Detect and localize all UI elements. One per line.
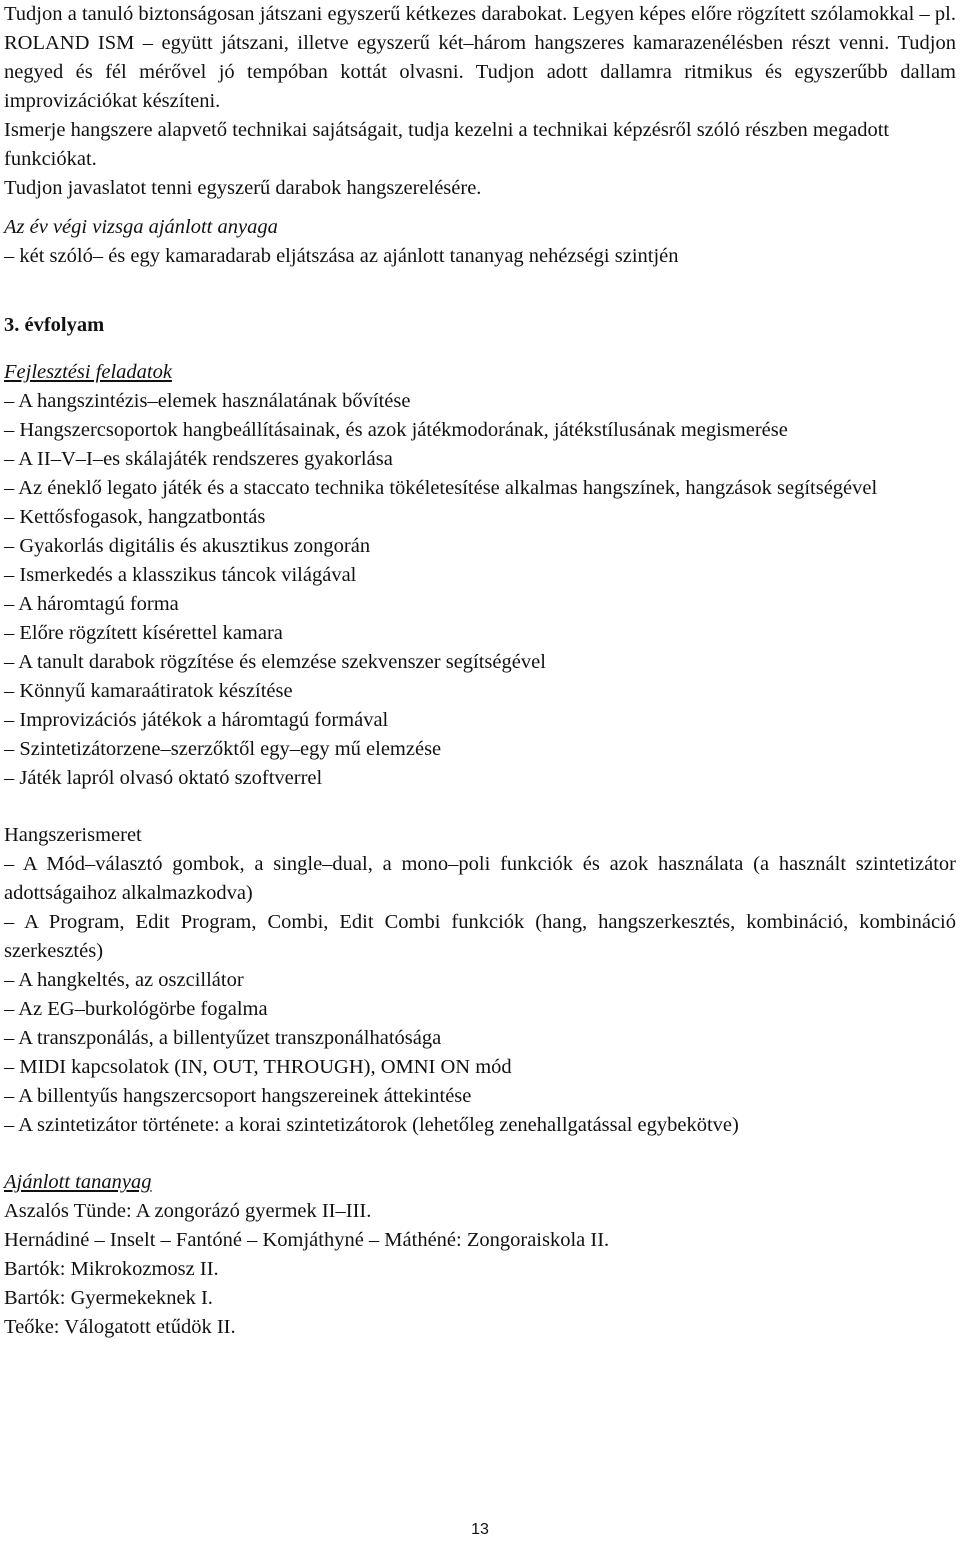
list-item: – MIDI kapcsolatok (IN, OUT, THROUGH), OMNI ON mód [4,1056,512,1078]
list-item: Bartók: Gyermekeknek I. [4,1287,213,1309]
list-item: Aszalós Tünde: A zongorázó gyermek II–III. [4,1200,372,1222]
list-item: – A háromtagú forma [4,593,179,615]
page-number: 13 [471,1521,489,1538]
grade-title: 3. évfolyam [4,314,105,336]
tasks-heading: Fejlesztési feladatok [4,361,172,383]
list-item: – A Mód–választó gombok, a single–dual, a mono–poli funkciók és azok használata (a használt szintetizátor adottságaihoz alkalmazkodva) [4,853,956,904]
list-item: – Játék lapról olvasó oktató szoftverrel [4,767,323,789]
knowledge-list [4,850,956,1140]
knowledge-heading: Hangszerismeret [4,824,142,846]
list-item: – Gyakorlás digitális és akusztikus zongorán [4,535,371,557]
list-item: – Kettősfogasok, hangzatbontás [4,506,266,528]
list-item: – A tanult darabok rögzítése és elemzése szekvenszer segítségével [4,651,546,673]
list-item: – Hangszercsoportok hangbeállításainak, és azok játékmodorának, játékstílusának megismerése [4,419,788,441]
intro-paragraph-3: Tudjon javaslatot tenni egyszerű darabok hangszerelésére. [4,177,482,199]
list-item: – A hangszintézis–elemek használatának bővítése [4,390,411,412]
intro-paragraph-2: Ismerje hangszere alapvető technikai sajátságait, tudja kezelni a technikai képzésről szóló részben megadott funkciókat. [4,119,890,170]
list-item: – Szintetizátorzene–szerzőktől egy–egy mű elemzése [4,738,442,760]
list-item: – Könnyű kamaraátiratok készítése [4,680,293,702]
list-item: – A hangkeltés, az oszcillátor [4,969,244,991]
list-item: Hernádiné – Inselt – Fantóné – Komjáthyné – Máthéné: Zongoraiskola II. [4,1229,610,1251]
intro-paragraph-1: Tudjon a tanuló biztonságosan játszani egyszerű kétkezes darabokat. Legyen képes előre rögzített szólamokkal – pl. ROLAND ISM – együtt játszani, illetve egyszerű két–három hangszeres kamarazenélésben részt venni. Tudjon negyed és fél mérővel jó tempóban kottát olvasni. Tudjon adott dallamra ritmikus és egyszerűbb dallam improvizációkat készíteni. [4,3,956,112]
tasks-list [4,387,956,793]
list-item: Bartók: Mikrokozmosz II. [4,1258,219,1280]
list-item: – Ismerkedés a klasszikus táncok világával [4,564,357,586]
list-item: Teőke: Válogatott etűdök II. [4,1316,236,1338]
list-item: – Az éneklő legato játék és a staccato technika tökéletesítése alkalmas hangszínek, hangzások segítségével [4,477,878,499]
list-item: – A transzponálás, a billentyűzet transzponálhatósága [4,1027,442,1049]
materials-list [4,1197,956,1342]
list-item: – A szintetizátor története: a korai szintetizátorok (lehetőleg zenehallgatással egybekötve) [4,1114,739,1136]
materials-heading: Ajánlott tananyag [4,1171,152,1193]
list-item: – Előre rögzített kísérettel kamara [4,622,283,644]
exam-item: – két szóló– és egy kamaradarab eljátszása az ajánlott tananyag nehézségi szintjén [4,245,679,267]
list-item: – Improvizációs játékok a háromtagú formával [4,709,389,731]
list-item: – A billentyűs hangszercsoport hangszereinek áttekintése [4,1085,472,1107]
document-page [4,0,956,1342]
list-item: – A Program, Edit Program, Combi, Edit Combi funkciók (hang, hangszerkesztés, kombináció, kombináció szerkesztés) [4,911,956,962]
list-item: – Az EG–burkológörbe fogalma [4,998,268,1020]
list-item: – A II–V–I–es skálajáték rendszeres gyakorlása [4,448,393,470]
exam-heading: Az év végi vizsga ajánlott anyaga [4,216,278,238]
